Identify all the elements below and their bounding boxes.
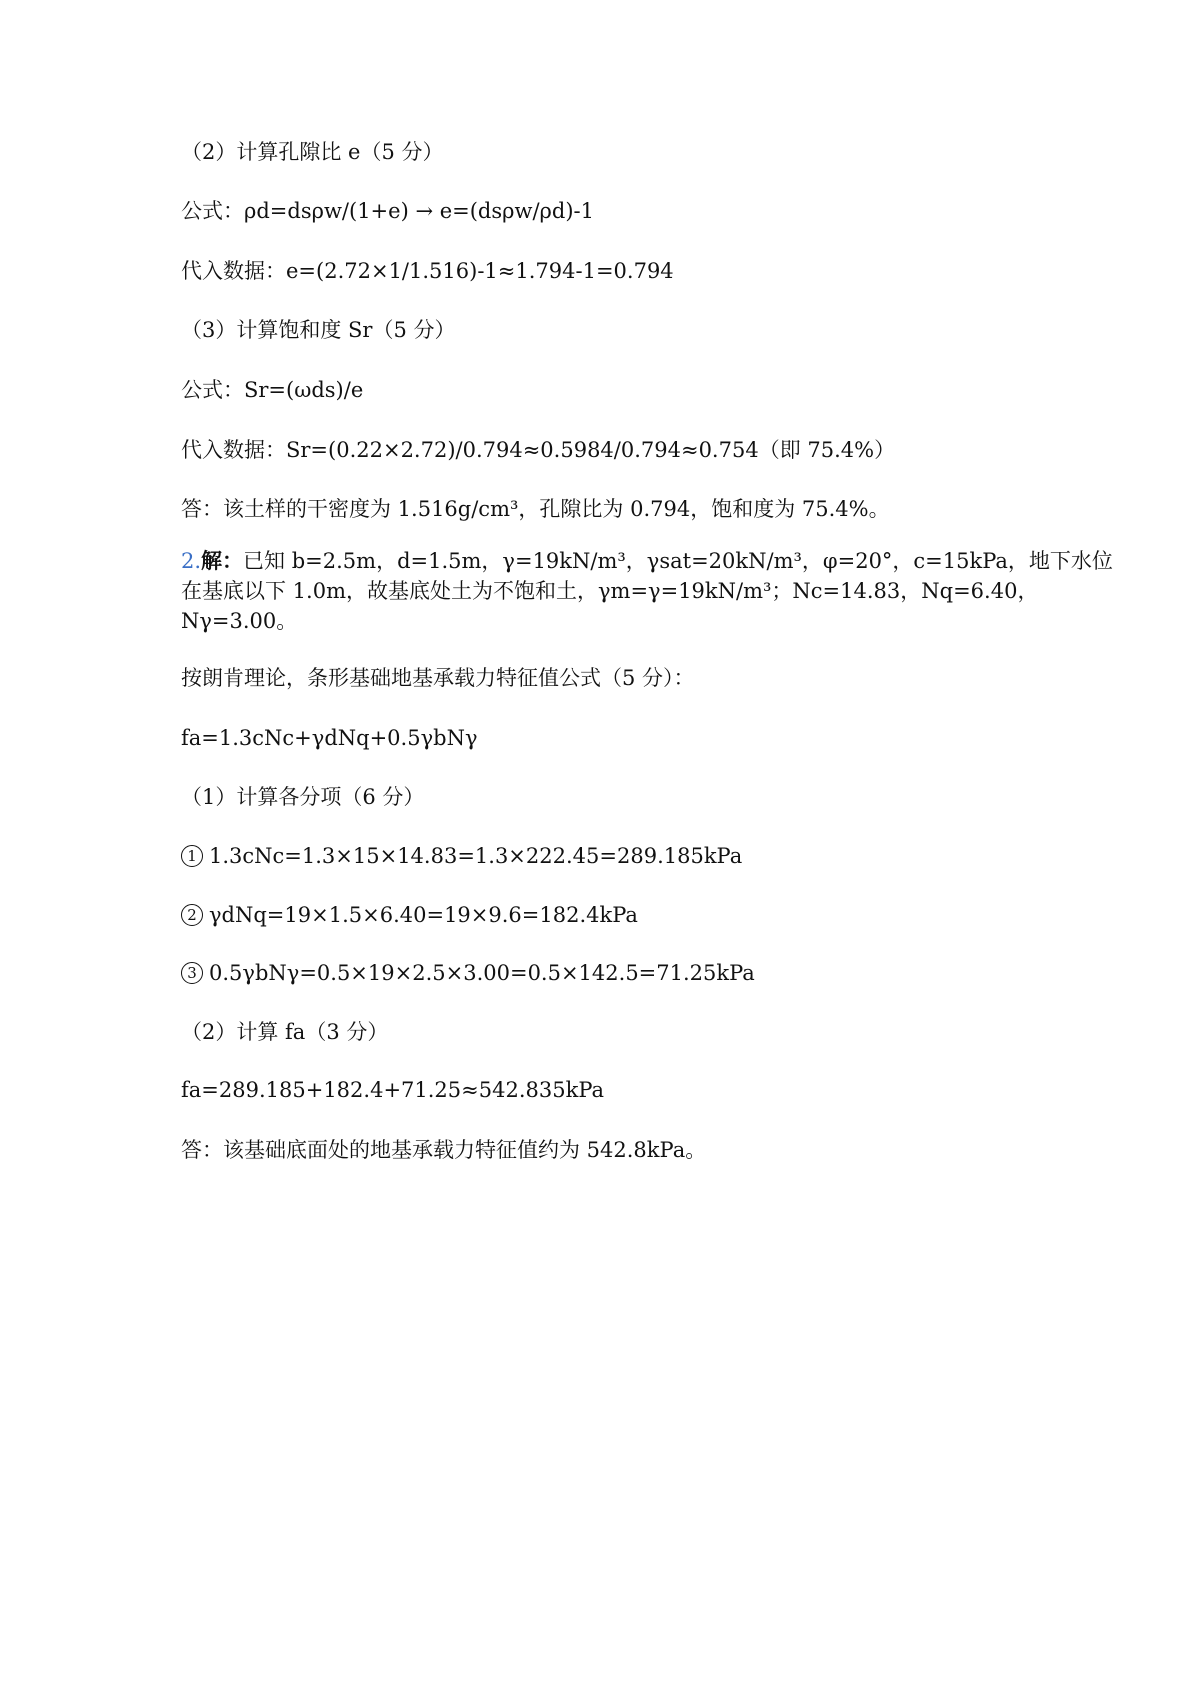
answer-line-problem1 xyxy=(181,496,1011,522)
circled-number: 2 xyxy=(181,904,203,926)
problem2-text-2: 在基底以下 1.0m，故基底处土为不饱和土，γm=γ=19kN/m³；Nc=14.83，Nq=6.40， xyxy=(181,579,1039,603)
step-heading-saturation xyxy=(181,317,1011,343)
step-heading-text: （2）计算孔隙比 e（5 分） xyxy=(181,140,444,164)
circled-number: 3 xyxy=(181,962,203,984)
step-heading-text: （2）计算 fa（3 分） xyxy=(181,1020,389,1044)
formula-text: γdNq=19×1.5×6.40=19×9.6=182.4kPa xyxy=(209,903,638,927)
bearing-capacity-formula xyxy=(181,725,1011,751)
formula-text: ρd=dsρw/(1+e) → e=(dsρw/ρd)-1 xyxy=(244,199,594,223)
line-prefix: 代入数据： xyxy=(181,438,286,462)
answer-text: 答：该基础底面处的地基承载力特征值约为 542.8kPa。 xyxy=(181,1138,707,1162)
problem2-text-1: 已知 b=2.5m，d=1.5m，γ=19kN/m³，γsat=20kN/m³，φ=20°，c=15kPa，地下水位 xyxy=(243,549,1113,573)
step-heading-fa xyxy=(181,1019,1011,1045)
method-line xyxy=(181,665,1011,691)
answer-line-problem2 xyxy=(181,1137,1011,1163)
problem2-line-3 xyxy=(181,608,1011,634)
substitution-line-void-ratio xyxy=(181,258,1011,284)
formula-text: Sr=(ωds)/e xyxy=(244,378,364,402)
problem2-line-2 xyxy=(181,578,1039,604)
problem-number: 2. xyxy=(181,549,202,573)
term-line-2 xyxy=(181,902,1011,928)
line-prefix: 代入数据： xyxy=(181,259,286,283)
step-heading-text: （3）计算饱和度 Sr（5 分） xyxy=(181,318,456,342)
problem2-text-3: Nγ=3.00。 xyxy=(181,609,298,633)
step-heading-terms xyxy=(181,784,1011,810)
formula-text: fa=289.185+182.4+71.25≈542.835kPa xyxy=(181,1078,605,1102)
step-heading-void-ratio xyxy=(181,139,1011,165)
substitution-line-saturation xyxy=(181,437,1011,463)
fa-result-line xyxy=(181,1077,1011,1103)
term-line-1 xyxy=(181,843,1011,869)
formula-line-saturation xyxy=(181,377,1011,403)
term-line-3 xyxy=(181,960,1011,986)
formula-text: 0.5γbNγ=0.5×19×2.5×3.00=0.5×142.5=71.25kPa xyxy=(209,961,755,985)
formula-text: Sr=(0.22×2.72)/0.794≈0.5984/0.794≈0.754（即 75.4%） xyxy=(286,438,896,462)
solution-label: 解： xyxy=(201,548,244,573)
formula-text: fa=1.3cNc+γdNq+0.5γbNγ xyxy=(181,726,478,750)
answer-text: 答：该土样的干密度为 1.516g/cm³，孔隙比为 0.794，饱和度为 75.4%。 xyxy=(181,497,890,521)
line-prefix: 公式： xyxy=(181,378,244,402)
line-prefix: 公式： xyxy=(181,199,244,223)
formula-line-void-ratio xyxy=(181,198,1011,224)
step-heading-text: （1）计算各分项（6 分） xyxy=(181,785,425,809)
circled-number: 1 xyxy=(181,845,203,867)
method-text: 按朗肯理论，条形基础地基承载力特征值公式（5 分）： xyxy=(181,666,695,690)
formula-text: 1.3cNc=1.3×15×14.83=1.3×222.45=289.185kPa xyxy=(209,844,743,868)
formula-text: e=(2.72×1/1.516)-1≈1.794-1=0.794 xyxy=(286,259,674,283)
problem2-line-1 xyxy=(181,548,1113,574)
